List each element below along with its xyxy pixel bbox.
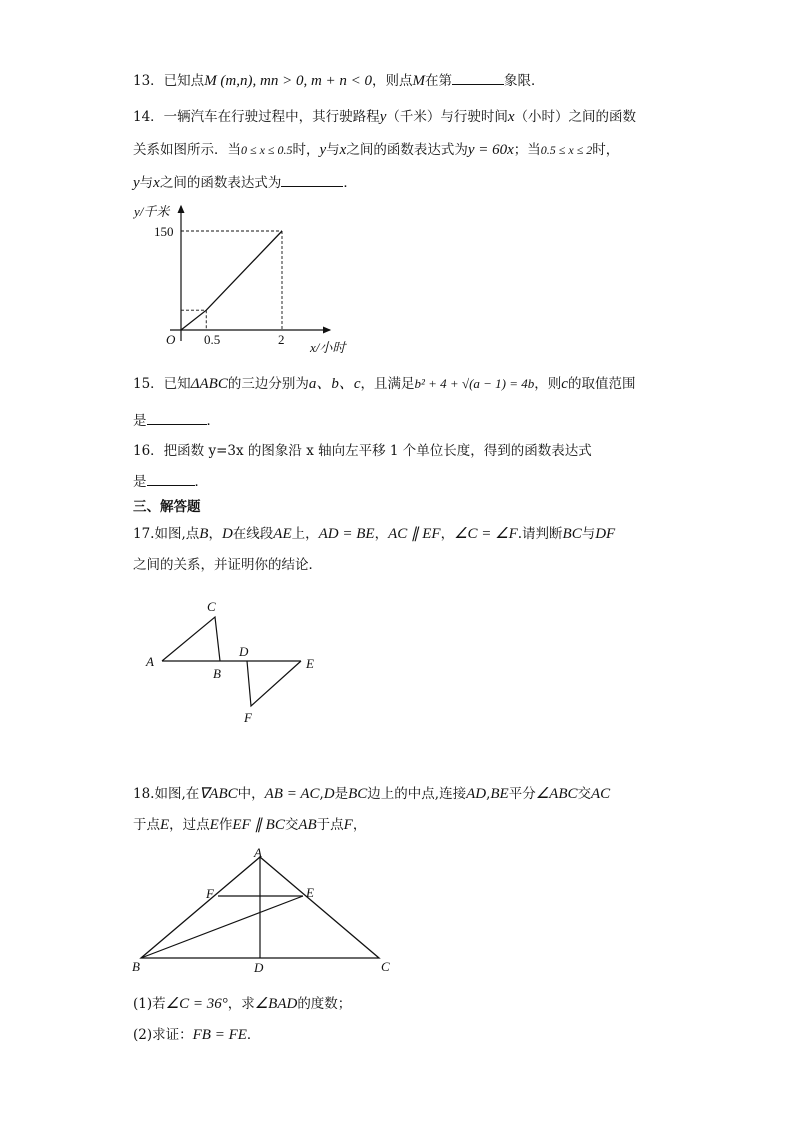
q14-text: 与 [326,142,340,158]
q14-text: 之间的函数表达式为 [159,175,282,191]
q18-math: BC [348,786,368,802]
question-14-line2 [133,140,619,160]
q18-math: AB = AC [264,786,320,802]
q14-text: （千米）与行驶时间 [386,109,508,125]
q15-math: c [561,376,568,392]
point-f-label: F [244,710,252,725]
point-a-label: A [146,654,154,669]
q18-text: 交 [284,817,299,833]
origin-label: O [166,332,176,347]
point-c-label: C [207,599,216,614]
q18-math: E [160,817,170,833]
q15-text: ，则 [534,376,562,392]
q18-math: AB [298,817,317,833]
q17-math: B [199,526,209,542]
point-e-label: E [306,885,314,900]
q18-text: , [486,786,491,802]
q14-text: 之间的函数表达式为 [346,142,468,158]
q18-math: ∠C = 36° [165,996,228,1012]
q14-var: x [507,109,515,125]
q18-math: E [209,817,219,833]
q18-math: FB = FE [192,1027,247,1043]
segment-be [141,896,303,958]
q15-text: 是 [133,413,147,429]
y-axis-label: y/千米 [134,204,170,219]
q18-math: ∇ABC [199,786,238,802]
q13-math: M (m,n), mn > 0, m + n < 0 [204,73,373,89]
q18-text: , [319,786,324,802]
q18-text: (2)求证： [133,1027,193,1043]
q17-math: AD = BE [318,526,375,542]
q14-math: 0 ≤ x ≤ 0.5 [241,143,293,157]
point-b-label: B [213,666,221,681]
q15-text: ，且满足 [360,376,415,392]
q14-text: ． [343,175,357,191]
q17-math: BC [562,526,582,542]
point-d-label: D [239,644,249,659]
q14-var: y [319,142,327,158]
section-title: 三、解答题 [133,499,201,515]
question-17-line2: 之间的关系，并证明你的结论． [133,557,322,573]
answer-blank[interactable] [281,172,343,187]
distance-time-graph [130,200,360,360]
q18-text: 交 [577,786,591,802]
q17-math: ∠C = ∠F [454,526,518,542]
q17-text: ， [208,526,222,542]
question-16-line2 [133,471,208,492]
answer-blank[interactable] [147,410,207,425]
question-14-line1 [133,107,636,127]
y-tick-150: 150 [154,224,174,239]
q18-text: 是 [334,786,349,802]
q18-text: 作 [218,817,233,833]
q17-text: .请判断 [517,526,563,542]
q18-text: 平分 [508,786,536,802]
q17-math: AE [273,526,292,542]
question-18-line1 [133,784,610,804]
q18-text: 18.如图,在 [133,786,200,802]
q17-text: ， [440,526,455,542]
q17-text: 17.如图,点 [133,526,200,542]
point-c-label: C [381,959,390,974]
question-15-line2 [133,410,220,431]
q18-math: AD [466,786,487,802]
q14-var: x [153,175,160,191]
series-line [181,231,282,330]
q18-math: EF ∥ BC [232,817,285,833]
q17-text: 上， [291,526,319,542]
x-tick-2: 2 [278,332,285,347]
q13-text: 13．已知点 [133,73,205,89]
q18-text: 于点 [316,817,344,833]
q18-text: 于点 [133,817,160,833]
q18-math: AC [591,786,611,802]
point-e-label: E [306,656,314,671]
q14-text: 与 [139,175,154,191]
answer-blank[interactable] [147,471,195,486]
q18-text: ，过点 [169,817,210,833]
point-d-label: D [254,960,264,975]
x-axis-label: x/小时 [310,340,346,355]
q18-text: 的度数； [297,996,352,1012]
triangle-acb [162,617,220,661]
answer-blank[interactable] [452,70,504,85]
point-b-label: B [132,959,140,974]
q16-text: 是 [133,474,147,490]
q18-text: 边上的中点,连接 [367,786,467,802]
q18-text: ， [352,817,367,833]
q14-var: y [379,109,387,125]
q14-text: 时， [292,142,320,158]
q17-math: DF [595,526,616,542]
q18-text: ，求 [227,996,255,1012]
triangle-dfe [247,661,301,706]
question-17-line1 [133,524,615,544]
q15-math: b² + 4 + √(a − 1) = 4b [414,376,535,391]
q13-text: 在第 [425,73,453,89]
point-f-label: F [206,886,214,901]
q14-text: ；当 [513,142,541,158]
q18-math: BE [490,786,509,802]
q18-math: ∠ABC [535,786,578,802]
q13-math: M [412,73,426,89]
q13-text: 象限． [504,73,545,89]
q18-figure [128,845,408,975]
x-tick-0.5: 0.5 [204,332,221,347]
q17-text: 在线段 [232,526,274,542]
q14-math: y = 60x [467,142,514,158]
q15-math: ΔABC [190,376,228,392]
q14-var: x [339,142,347,158]
question-18-part1 [133,994,351,1014]
question-18-part2 [133,1025,260,1045]
q17-text: ， [374,526,389,542]
q14-math: 0.5 ≤ x ≤ 2 [540,143,593,157]
q16-text: ． [194,474,208,490]
question-14-line3 [133,172,357,193]
q14-text: 时， [592,142,620,158]
q18-math: D [323,786,335,802]
q15-text: 15．已知 [133,376,191,392]
q13-text: ，则点 [372,73,413,89]
q17-math: AC ∥ EF [388,526,441,542]
q15-text: ． [206,413,220,429]
q18-text: ． [246,1027,261,1043]
q17-figure [140,598,340,728]
q17-text: 与 [581,526,596,542]
q18-math: ∠BAD [254,996,298,1012]
q17-math: D [221,526,233,542]
question-13 [133,70,545,91]
q15-math: a、b、c [308,376,361,392]
q18-text: 中， [237,786,265,802]
q18-text: (1)若 [133,996,166,1012]
q14-text: 14．一辆汽车在行驶过程中，其行驶路程 [133,109,380,125]
question-18-line2 [133,815,366,835]
q14-text: （小时）之间的函数 [514,109,637,125]
q14-var: y [133,175,140,191]
q18-math: F [343,817,353,833]
q15-text: 的三边分别为 [227,376,309,392]
q15-text: 的取值范围 [567,376,636,392]
question-16-line1: 16．把函数 y=3x 的图象沿 x 轴向左平移 1 个单位长度，得到的函数表达式 [133,443,592,459]
point-a-label: A [254,845,262,860]
q14-text: 关系如图所示．当 [133,142,241,158]
question-15-line1 [133,374,635,394]
